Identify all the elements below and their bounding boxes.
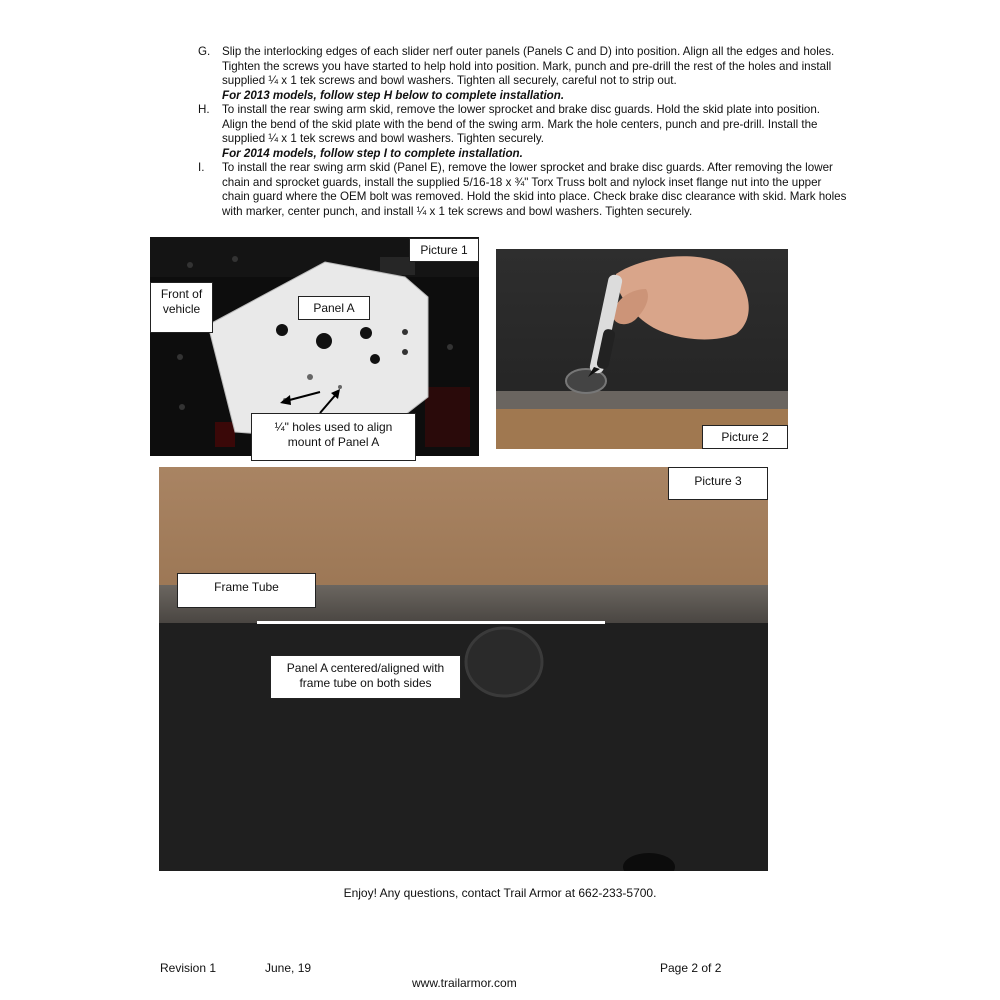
step-letter: G. [198, 45, 211, 58]
alignment-holes-label: ¼" holes used to align mount of Panel A [251, 413, 416, 461]
revision-date: June, 19 [265, 961, 312, 975]
step-note: For 2014 models, follow step I to complete installation. [222, 146, 523, 160]
closing-note: Enjoy! Any questions, contact Trail Armor at 662-233-5700. [343, 886, 657, 900]
panel-a-centered-label: Panel A centered/aligned with frame tube on both sides [270, 655, 461, 699]
step-h [198, 103, 848, 161]
step-note: For 2013 models, follow step H below to complete installation. [222, 88, 565, 102]
picture-2-photo [496, 249, 788, 449]
step-g [198, 45, 848, 103]
picture-1-label: Picture 1 [409, 238, 479, 262]
step-text: Slip the interlocking edges of each slider nerf outer panels (Panels C and D) into position. Align all the edges and holes. Tighten the screws you have started to help hold into position. Mark, punch and pre-drill the rest of the holes and install supplied ¼ x 1 tek screws and bowl washers. Tighten all securely, careful not to strip out. [222, 45, 835, 87]
marking-holes-illustration [496, 249, 788, 449]
page-number: Page 2 of 2 [660, 961, 722, 975]
frame-tube-label: Frame Tube [177, 573, 316, 608]
step-text: To install the rear swing arm skid, remove the lower sprocket and brake disc guards. Hold the skid plate into position. Align the bend of the skid plate with the bend of the swing arm. Mark the hole centers, punch and pre-drill. Install the supplied ¼ x 1 tek screws and bowl washers. Tighten securely. [222, 103, 821, 145]
step-letter: I. [198, 161, 205, 174]
website-link[interactable]: www.trailarmor.com [412, 976, 517, 990]
picture-2-label: Picture 2 [702, 425, 788, 449]
picture-3-photo [159, 467, 768, 871]
front-of-vehicle-label: Front of vehicle [150, 282, 213, 333]
picture-3-label: Picture 3 [668, 467, 768, 500]
revision-text: Revision 1 [160, 961, 217, 975]
frame-tube-alignment-illustration [159, 467, 768, 871]
panel-a-label: Panel A [298, 296, 370, 320]
step-letter: H. [198, 103, 210, 116]
step-i [198, 161, 848, 219]
step-text: To install the rear swing arm skid (Panel E), remove the lower sprocket and brake disc guards. After removing the lower chain and sprocket guards, install the supplied 5/16-18 x ¾" Torx Truss bolt and nylock inset flange nut into the upper chain guard where the OEM bolt was removed. Hold the skid into place. Check brake disc clearance with skid. Mark holes with marker, center punch, and install ¼ x 1 tek screws and bowl washers. Tighten securely. [222, 161, 847, 218]
instruction-steps [198, 45, 848, 219]
